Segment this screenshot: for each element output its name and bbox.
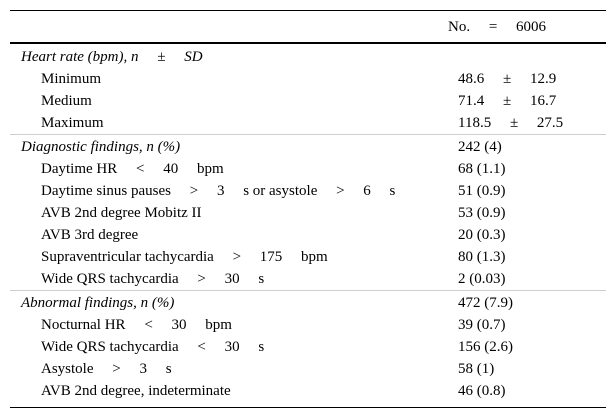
row-label: Daytime HR < 40 bpm (41, 161, 224, 177)
row-value: 20 (0.3) (458, 227, 506, 243)
row-label: Medium (41, 93, 92, 109)
table-row (10, 380, 606, 402)
section-diagnostic-findings (10, 134, 606, 158)
section-abnormal-findings (10, 290, 606, 314)
row-value: 71.4 ± 16.7 (458, 93, 557, 109)
table-bottom-rule (10, 407, 606, 408)
table-row (10, 112, 606, 134)
table-row (10, 336, 606, 358)
table-header-row (10, 11, 606, 42)
row-value: 53 (0.9) (458, 205, 506, 221)
row-value: 80 (1.3) (458, 249, 506, 265)
section-heart-rate (10, 45, 606, 68)
table-body (10, 44, 606, 407)
table-row (10, 158, 606, 180)
section-value: 242 (4) (458, 139, 502, 155)
row-value: 58 (1) (458, 361, 495, 377)
data-table (10, 10, 606, 408)
row-label: Minimum (41, 71, 102, 87)
row-value: 39 (0.7) (458, 317, 506, 333)
section-title: Abnormal findings, n (%) (21, 295, 175, 311)
table-row (10, 358, 606, 380)
row-value: 51 (0.9) (458, 183, 506, 199)
row-label: AVB 2nd degree Mobitz II (41, 205, 202, 221)
table-row (10, 246, 606, 268)
section-title: Heart rate (bpm), n ± SD (21, 49, 203, 65)
row-value: 68 (1.1) (458, 161, 506, 177)
table-row (10, 202, 606, 224)
row-label: AVB 2nd degree, indeterminate (41, 383, 231, 399)
row-label: Nocturnal HR < 30 bpm (41, 317, 232, 333)
table-row (10, 224, 606, 246)
row-label: Maximum (41, 115, 104, 131)
table-row (10, 68, 606, 90)
section-value: 472 (7.9) (458, 295, 513, 311)
row-label: Wide QRS tachycardia > 30 s (41, 271, 265, 287)
header-count: No. = 6006 (448, 19, 547, 35)
row-value: 2 (0.03) (458, 271, 506, 287)
row-value: 48.6 ± 12.9 (458, 71, 557, 87)
table-row (10, 314, 606, 336)
row-label: Wide QRS tachycardia < 30 s (41, 339, 265, 355)
section-title: Diagnostic findings, n (%) (21, 139, 181, 155)
row-label: Asystole > 3 s (41, 361, 172, 377)
row-label: AVB 3rd degree (41, 227, 139, 243)
table-row (10, 268, 606, 290)
row-value: 156 (2.6) (458, 339, 513, 355)
row-value: 46 (0.8) (458, 383, 506, 399)
table-row (10, 90, 606, 112)
row-label: Supraventricular tachycardia > 175 bpm (41, 249, 328, 265)
row-value: 118.5 ± 27.5 (458, 115, 564, 131)
row-label: Daytime sinus pauses > 3 s or asystole > 6 s (41, 183, 396, 199)
table-row (10, 180, 606, 202)
